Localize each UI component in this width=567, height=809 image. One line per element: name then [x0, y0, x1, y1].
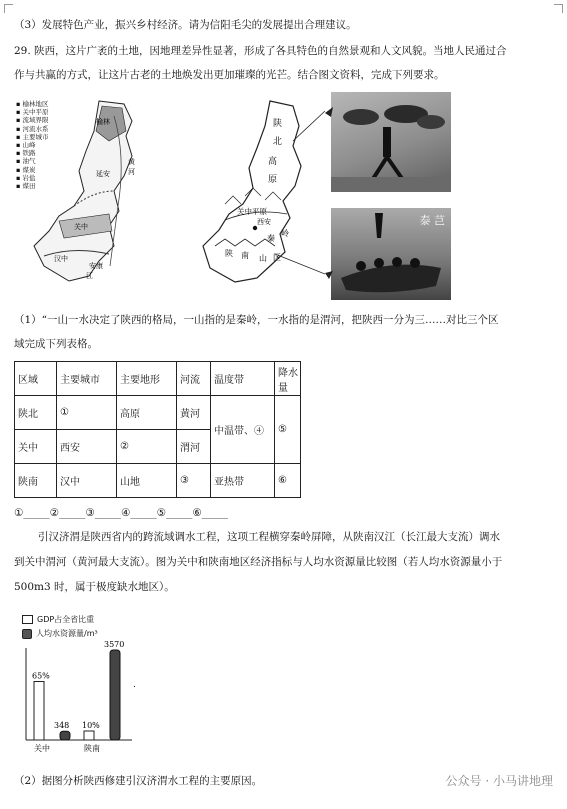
data-label: 65%: [32, 671, 50, 681]
legend-swatch: [22, 629, 32, 639]
legend-gdp: [22, 614, 98, 625]
bar-gdp: [84, 731, 94, 740]
table-cell: 陕南: [15, 464, 57, 498]
shaanxi-regions-map: [185, 96, 325, 286]
table-cell-temp-merged: 中温带、④: [211, 396, 275, 464]
map2-label: 南: [241, 251, 249, 260]
photo-text: 泰 芑: [419, 214, 445, 227]
shaanxi-resource-map: [14, 96, 164, 286]
map2-label: 高: [268, 157, 278, 167]
table-header-cell: 降水量: [275, 362, 301, 396]
data-label: 3570: [104, 640, 125, 649]
gdp-water-chart: [22, 614, 142, 764]
map1-label: 河: [128, 168, 135, 176]
question-3-text: （3）发展特色产业，振兴乡村经济。请为信阳毛尖的发展提出合理建议。: [14, 19, 357, 31]
folk-dance-photo: [331, 92, 451, 192]
trailing-mark: .: [133, 680, 136, 690]
map1-label: 榆林: [96, 118, 110, 126]
table-cell: 亚热带: [211, 464, 275, 498]
map1-label: 延安: [96, 170, 110, 178]
comparison-table: [14, 361, 301, 498]
map1-label: 黄: [128, 158, 135, 166]
legend-item: ▪ 流域界限: [16, 116, 49, 125]
bar-gdp: [34, 682, 44, 741]
table-cell: 陕北: [15, 396, 57, 430]
map2-label: 关中平原: [237, 207, 267, 216]
paragraph-line2: 到关中渭河（黄河最大支流）。图为关中和陕南地区经济指标与人均水资源量比较图（若人均水资源量小于: [14, 556, 503, 568]
map2-label: 陕: [273, 119, 283, 129]
table-cell-rain-merged: ⑤: [275, 396, 301, 464]
legend-item: ▪ 关中平原: [16, 108, 49, 117]
table-header-cell: 温度带: [211, 362, 275, 396]
table-cell: ③: [177, 464, 211, 498]
paragraph-line3: 500m3 时，属于极度缺水地区）。: [14, 581, 175, 593]
table-cell: 渭河: [177, 430, 211, 464]
arrow-lines: [315, 95, 335, 295]
map1-label: 江: [86, 272, 93, 280]
part-2-question: （2）据图分析陕西修建引汉济渭水工程的主要原因。: [14, 775, 263, 787]
table-row: [15, 464, 301, 498]
table-cell: 高原: [117, 396, 177, 430]
table-cell: 西安: [57, 430, 117, 464]
table-cell: 关中: [15, 430, 57, 464]
legend-item: ▪ 油气: [16, 157, 36, 166]
chart-plot: [22, 640, 142, 764]
table-row: [15, 396, 301, 430]
data-label: 348: [54, 721, 70, 731]
answer-blanks: ①_____②_____③_____④_____⑤_____⑥_____: [14, 507, 228, 519]
map1-label: 汉中: [54, 255, 68, 263]
data-label: 10%: [82, 721, 100, 730]
legend-item: ▪ 煤田: [16, 182, 36, 191]
map2-label: 区: [273, 253, 281, 262]
table-cell: ⑥: [275, 464, 301, 498]
map2-label: 山: [259, 254, 267, 263]
chart-legend: [22, 614, 98, 639]
legend-item: ▪ 山峰: [16, 141, 36, 150]
legend-water: [22, 628, 98, 639]
watermark: 公众号 · 小马讲地理: [445, 774, 553, 788]
corner-mark: [554, 4, 563, 13]
table-cell: ①: [57, 396, 117, 430]
map2-label: 岭: [281, 229, 289, 238]
category-label: 陕南: [84, 744, 100, 753]
map2-label: 原: [268, 175, 278, 185]
map2-label: 北: [273, 137, 283, 147]
dragon-boat-photo: [331, 208, 451, 300]
legend-item: ▪ 主要城市: [16, 132, 49, 141]
legend-item: ▪ 煤炭: [16, 165, 36, 174]
map2-label: 陕: [225, 249, 233, 258]
part-1-question-line2: 域完成下列表格。: [14, 338, 98, 350]
legend-label: GDP占全省比重: [37, 615, 95, 624]
table-header-cell: 主要城市: [57, 362, 117, 396]
table-cell: ②: [117, 430, 177, 464]
map2-label: 秦: [267, 234, 275, 243]
category-label: 关中: [34, 744, 50, 753]
map-legend: [16, 100, 48, 190]
legend-swatch: [22, 615, 33, 624]
bar-water: [110, 650, 120, 740]
question-29-intro-line1: 29. 陕西，这片广袤的土地，因地理差异性显著，形成了各具特色的自然景观和人文风貌。当地人民通过合: [14, 45, 507, 57]
legend-item: ▪ 榆林地区: [16, 100, 49, 108]
legend-item: ▪ 岩盐: [16, 173, 36, 182]
part-1-question-line1: （1）“一山一水决定了陕西的格局，一山指的是秦岭，一水指的是渭河，把陕西一分为三……对比三个区: [14, 314, 499, 326]
table-cell: 山地: [117, 464, 177, 498]
table-cell: 黄河: [177, 396, 211, 430]
corner-mark: [4, 4, 13, 13]
bar-water: [60, 731, 70, 740]
map1-label: 关中: [74, 223, 88, 231]
paragraph-line1: 引汉济渭是陕西省内的跨流域调水工程，这项工程横穿秦岭屏障，从陕南汉江（长江最大支流）调水: [38, 531, 500, 543]
table-header-row: [15, 362, 301, 396]
legend-item: ▪ 铁路: [16, 149, 36, 158]
legend-item: ▪ 河流水系: [16, 124, 49, 133]
map2-label: 西安: [257, 218, 271, 226]
legend-label: 人均水资源量/m³: [36, 629, 98, 638]
table-header-cell: 河流: [177, 362, 211, 396]
map1-label: 安康: [89, 262, 103, 270]
table-header-cell: 主要地形: [117, 362, 177, 396]
table-header-cell: 区域: [15, 362, 57, 396]
question-29-intro-line2: 作与共赢的方式，让这片古老的土地焕发出更加璀璨的光芒。结合图文资料，完成下列要求。: [14, 69, 445, 81]
table-cell: 汉中: [57, 464, 117, 498]
